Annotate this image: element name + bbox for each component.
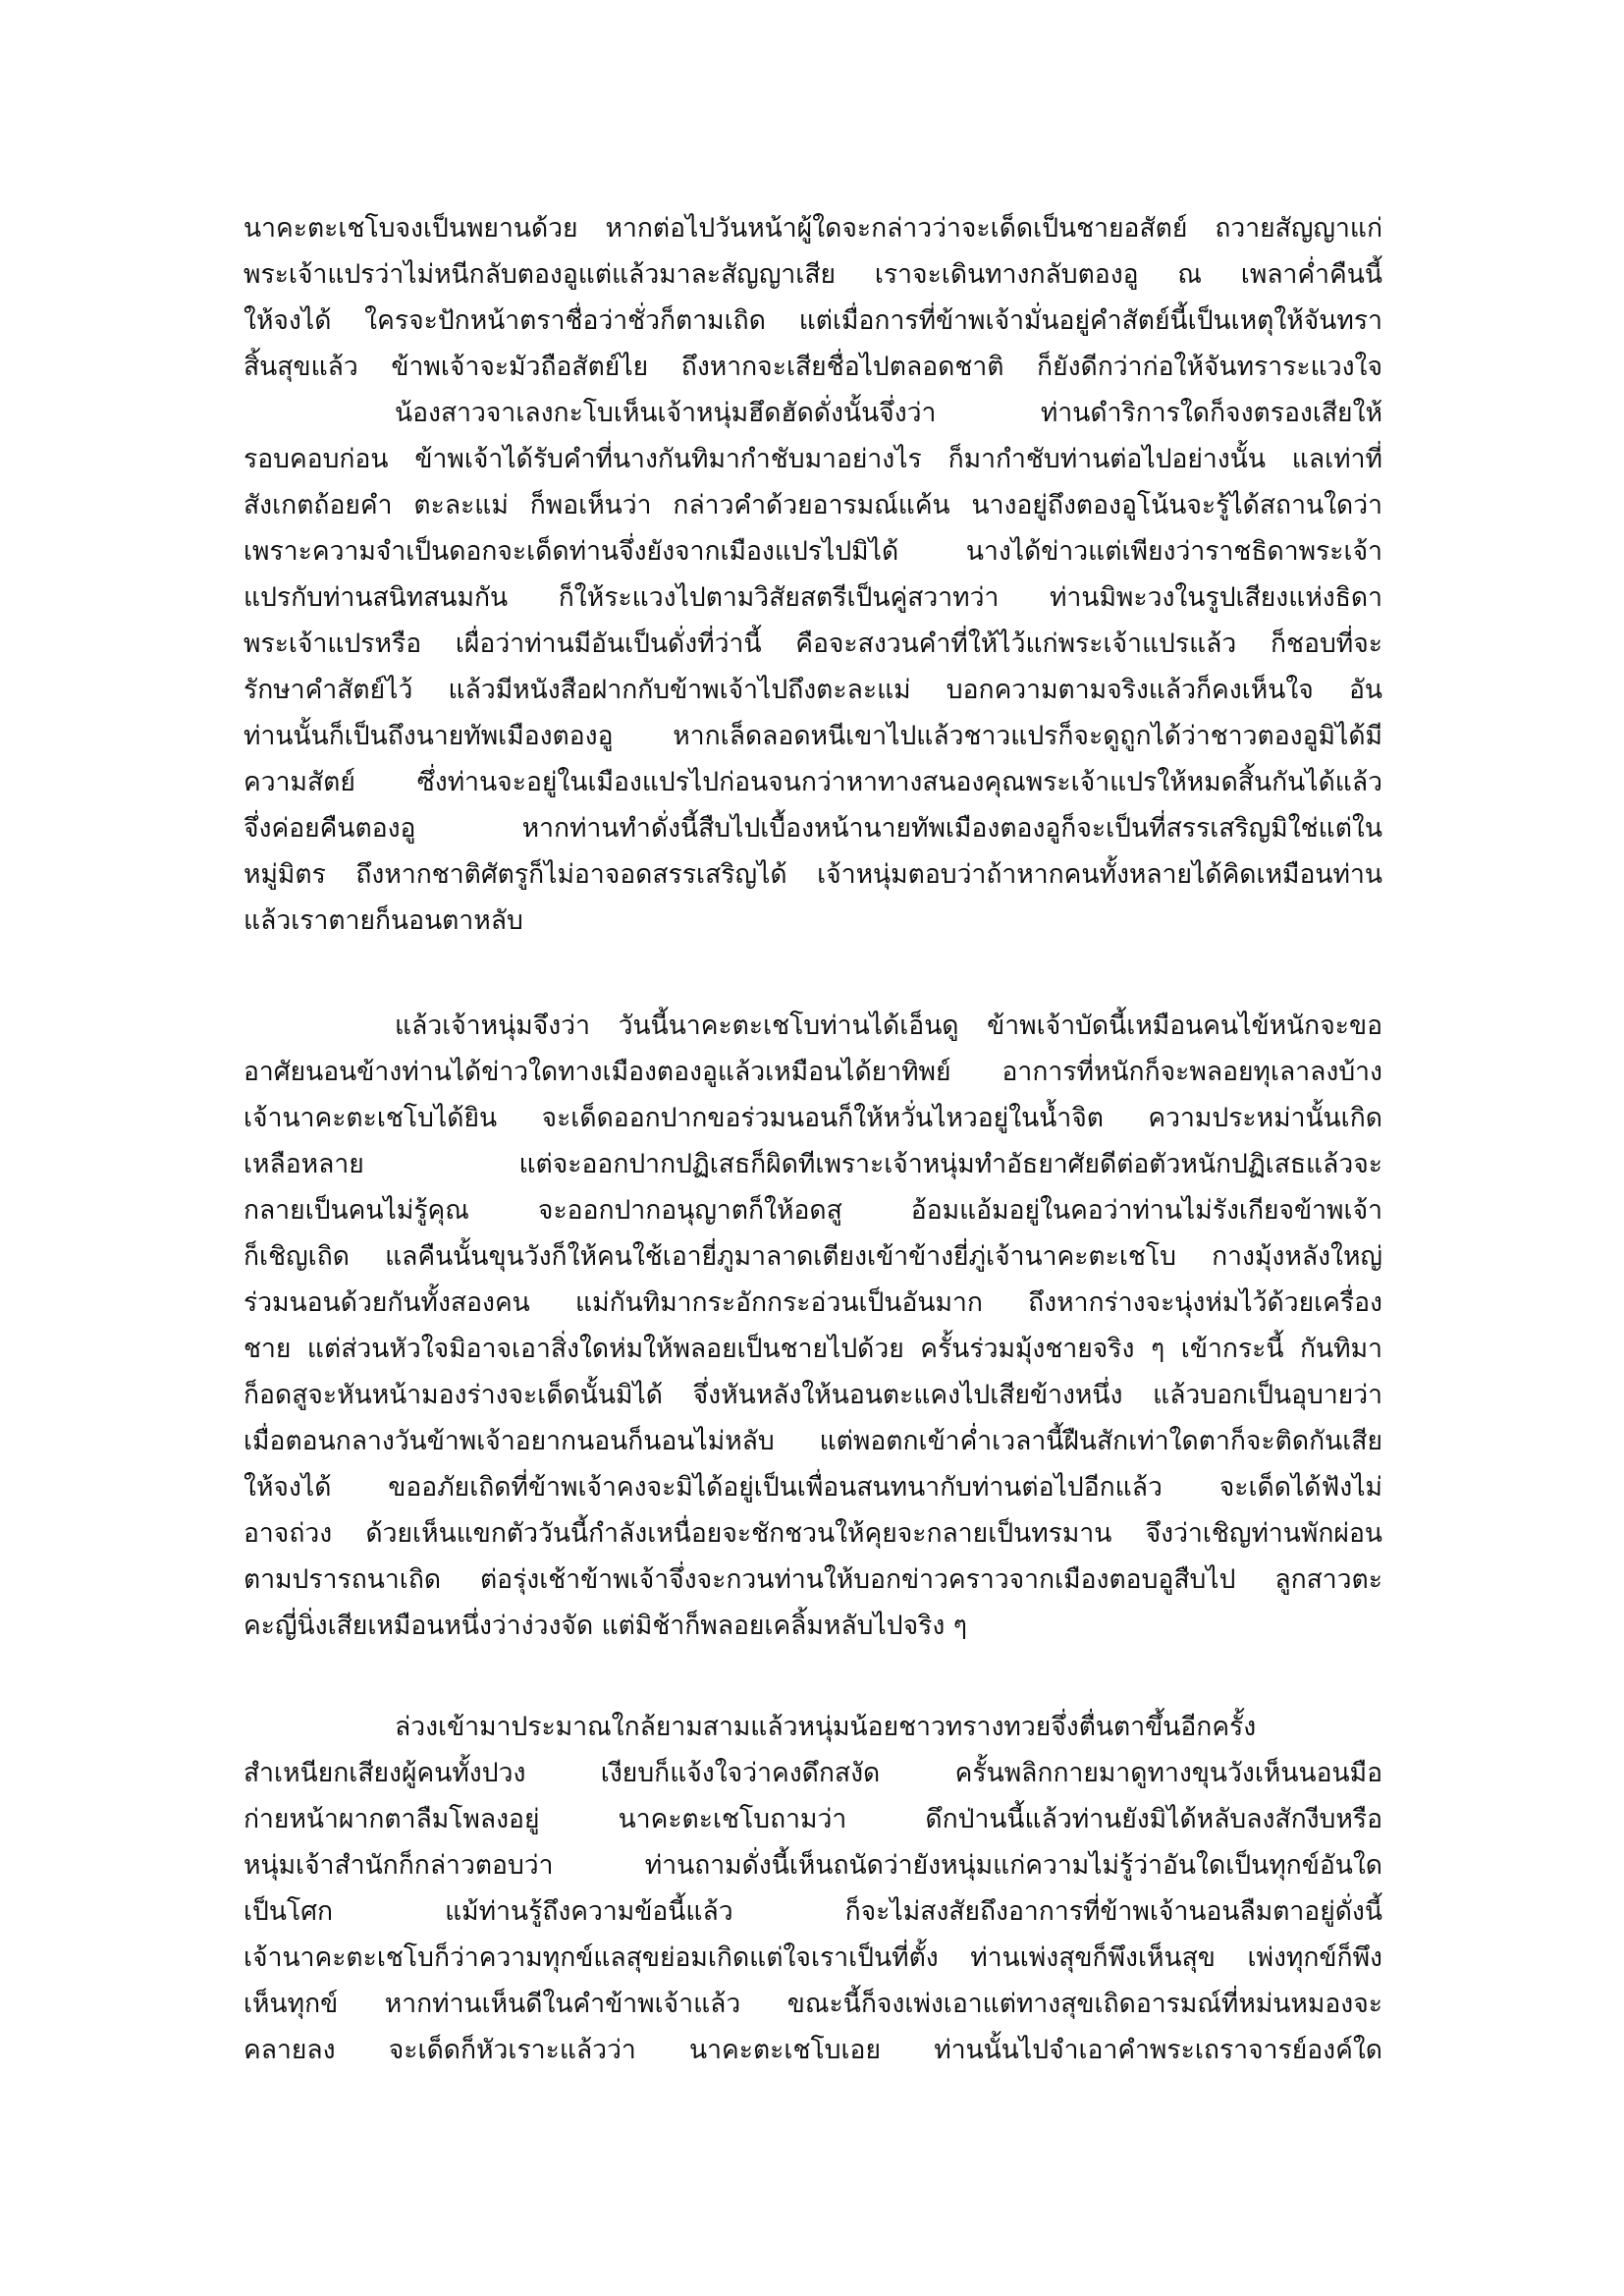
text-line: ความสัตย์ ซึ่งท่านจะอยู่ในเมืองแปรไปก่อนจนกว่าหาทางสนองคุณพระเจ้าแปรให้หมดสิ้นกันได้แล้ว xyxy=(244,767,1382,797)
text-line: อาจถ่วง ด้วยเห็นแขกตัววันนี้กำลังเหนื่อยจะชักชวนให้คุยจะกลายเป็นทรมาน จึงว่าเชิญท่านพักผ่อน xyxy=(244,1518,1382,1549)
text-line: ให้จงได้ ใครจะปักหน้าตราชื่อว่าชั่วก็ตามเถิด แต่เมื่อการที่ข้าพเจ้ามั่นอยู่คำสัตย์นี้เป็นเหตุให้จันทรา xyxy=(244,305,1382,336)
text-line: นาคะตะเชโบจงเป็นพยานด้วย หากต่อไปวันหน้าผู้ใดจะกล่าวว่าจะเด็ดเป็นชายอสัตย์ ถวายสัญญาแก่ xyxy=(244,213,1382,244)
text-line: เป็นโศก แม้ท่านรู้ถึงความข้อนี้แล้ว ก็จะไม่สงสัยถึงอาการที่ข้าพเจ้านอนลืมตาอยู่ดั่งนี้ xyxy=(244,1896,1382,1927)
paragraph-first-line: แล้วเจ้าหนุ่มจึงว่า วันนี้นาคะตะเชโบท่านได้เอ็นดู ข้าพเจ้าบัดนี้เหมือนคนไข้หนักจะขอ xyxy=(395,1011,1382,1041)
text-line: พระเจ้าแปรหรือ เผื่อว่าท่านมีอันเป็นดั่งที่ว่านี้ คือจะสงวนคำที่ให้ไว้แก่พระเจ้าแปรแล้ว ก็ชอบที่จะ xyxy=(244,629,1382,659)
text-line: ก็เชิญเถิด แลคืนนั้นขุนวังก็ให้คนใช้เอายี่ภูมาลาดเตียงเข้าข้างยี่ภู่เจ้านาคะตะเชโบ กางมุ้งหลังใหญ่ xyxy=(244,1241,1382,1272)
text-line: ตามปรารถนาเถิด ต่อรุ่งเช้าข้าพเจ้าจึ่งจะกวนท่านให้บอกข่าวคราวจากเมืองตอบอูสืบไป ลูกสาวตะ xyxy=(244,1564,1382,1595)
text-line: หมู่มิตร ถึงหากชาติศัตรูก็ไม่อาจอดสรรเสริญได้ เจ้าหนุ่มตอบว่าถ้าหากคนทั้งหลายได้คิดเหมือนท่าน xyxy=(244,859,1382,890)
text-line: เหลือหลาย แต่จะออกปากปฏิเสธก็ผิดทีเพราะเจ้าหนุ่มทำอัธยาศัยดีต่อตัวหนักปฏิเสธแล้วจะ xyxy=(244,1149,1382,1179)
text-line: เจ้านาคะตะเชโบได้ยิน จะเด็ดออกปากขอร่วมนอนก็ให้หวั่นไหวอยู่ในน้ำจิต ความประหม่านั้นเกิด xyxy=(244,1103,1382,1133)
text-line: อาศัยนอนข้างท่านได้ข่าวใดทางเมืองตองอูแล้วเหมือนได้ยาทิพย์ อาการที่หนักก็จะพลอยทุเลาลงบ้าง xyxy=(244,1057,1382,1087)
text-line: หนุ่มเจ้าสำนักก็กล่าวตอบว่า ท่านถามดั่งนี้เห็นถนัดว่ายังหนุ่มแก่ความไม่รู้ว่าอันใดเป็นทุกข์อันใด xyxy=(244,1850,1382,1881)
text-line: ท่านนั้นก็เป็นถึงนายทัพเมืองตองอู หากเล็ดลอดหนีเขาไปแล้วชาวแปรก็จะดูถูกได้ว่าชาวตองอูมิได้มี xyxy=(244,721,1382,751)
text-line: ก่ายหน้าผากตาลืมโพลงอยู่ นาคะตะเชโบถามว่า ดึกป่านนี้แล้วท่านยังมิได้หลับลงสักงีบหรือ xyxy=(244,1804,1382,1834)
text-line: ชาย แต่ส่วนหัวใจมิอาจเอาสิ่งใดห่มให้พลอยเป็นชายไปด้วย ครั้นร่วมมุ้งชายจริง ๆ เข้ากระนี้ กันทิมา xyxy=(244,1334,1382,1364)
text-line: สังเกตถ้อยคำ ตะละแม่ ก็พอเห็นว่า กล่าวคำด้วยอารมณ์แค้น นางอยู่ถึงตองอูโน้นจะรู้ได้สถานใดว่า xyxy=(244,490,1382,520)
paragraph-first-line: น้องสาวจาเลงกะโบเห็นเจ้าหนุ่มฮึดฮัดดั่งนั้นจึ่งว่า ท่านดำริการใดก็จงตรองเสียให้ xyxy=(395,398,1382,428)
text-line: เมื่อตอนกลางวันข้าพเจ้าอยากนอนก็นอนไม่หลับ แต่พอตกเข้าค่ำเวลานี้ฝืนสักเท่าใดตาก็จะติดกันเสีย xyxy=(244,1426,1382,1456)
text-line: ให้จงได้ ขออภัยเถิดที่ข้าพเจ้าคงจะมิได้อยู่เป็นเพื่อนสนทนากับท่านต่อไปอีกแล้ว จะเด็ดได้ฟังไม่ xyxy=(244,1472,1382,1503)
text-line: เห็นทุกข์ หากท่านเห็นดีในคำข้าพเจ้าแล้ว ขณะนี้ก็จงเพ่งเอาแต่ทางสุขเถิดอารมณ์ที่หม่นหมองจะ xyxy=(244,1989,1382,2019)
text-line: คลายลง จะเด็ดก็หัวเราะแล้วว่า นาคะตะเชโบเอย ท่านนั้นไปจำเอาคำพระเถราจารย์องค์ใด xyxy=(244,2035,1382,2065)
text-line: แปรกับท่านสนิทสนมกัน ก็ให้ระแวงไปตามวิสัยสตรีเป็นคู่สวาทว่า ท่านมิพะวงในรูปเสียงแห่งธิดา xyxy=(244,582,1382,613)
text-line: เพราะความจำเป็นดอกจะเด็ดท่านจึ่งยังจากเมืองแปรไปมิได้ นางได้ข่าวแต่เพียงว่าราชธิดาพระเจ้า xyxy=(244,536,1382,567)
paragraph-first-line: ล่วงเข้ามาประมาณใกล้ยามสามแล้วหนุ่มน้อยชาวทรางทวยจึ่งตื่นตาขึ้นอีกครั้ง xyxy=(395,1712,1257,1742)
text-line: จึ่งค่อยคืนตองอู หากท่านทำดั่งนี้สืบไปเบื้องหน้านายทัพเมืองตองอูก็จะเป็นที่สรรเสริญมิใช่แต่ใน xyxy=(244,813,1382,844)
text-line: กลายเป็นคนไม่รู้คุณ จะออกปากอนุญาตก็ให้อดสู อ้อมแอ้มอยู่ในคอว่าท่านไม่รังเกียจข้าพเจ้า xyxy=(244,1195,1382,1226)
text-line: เจ้านาคะตะเชโบก็ว่าความทุกข์แลสุขย่อมเกิดแต่ใจเราเป็นที่ตั้ง ท่านเพ่งสุขก็พึงเห็นสุข เพ่งทุกข์ก็พึง xyxy=(244,1942,1382,1973)
text-line: ร่วมนอนด้วยกันทั้งสองคน แม่กันทิมากระอักกระอ่วนเป็นอันมาก ถึงหากร่างจะนุ่งห่มไว้ด้วยเครื่อง xyxy=(244,1287,1382,1318)
text-line: รอบคอบก่อน ข้าพเจ้าได้รับคำที่นางกันทิมากำชับมาอย่างไร ก็มากำชับท่านต่อไปอย่างนั้น แลเท่าที่ xyxy=(244,444,1382,474)
paragraph-last-line: แล้วเราตายก็นอนตาหลับ xyxy=(244,905,523,936)
text-line: รักษาคำสัตย์ไว้ แล้วมีหนังสือฝากกับข้าพเจ้าไปถึงตะละแม่ บอกความตามจริงแล้วก็คงเห็นใจ อัน xyxy=(244,675,1382,705)
text-line: ก็อดสูจะหันหน้ามองร่างจะเด็ดนั้นมิได้ จึ่งหันหลังให้นอนตะแคงไปเสียข้างหนึ่ง แล้วบอกเป็นอุบายว่า xyxy=(244,1380,1382,1410)
text-line: สิ้นสุขแล้ว ข้าพเจ้าจะมัวถือสัตย์ไย ถึงหากจะเสียชื่อไปตลอดชาติ ก็ยังดีกว่าก่อให้จันทราระแวงใจ xyxy=(244,352,1382,382)
paragraph-last-line: คะญี่นิ่งเสียเหมือนหนึ่งว่าง่วงจัด แต่มิช้าก็พลอยเคลิ้มหลับไปจริง ๆ xyxy=(244,1611,967,1641)
text-line: สำเหนียกเสียงผู้คนทั้งปวง เงียบก็แจ้งใจว่าคงดึกสงัด ครั้นพลิกกายมาดูทางขุนวังเห็นนอนมือ xyxy=(244,1758,1382,1788)
text-line: พระเจ้าแปรว่าไม่หนีกลับตองอูแต่แล้วมาละสัญญาเสีย เราจะเดินทางกลับตองอู ณ เพลาค่ำคืนนี้ xyxy=(244,259,1382,290)
